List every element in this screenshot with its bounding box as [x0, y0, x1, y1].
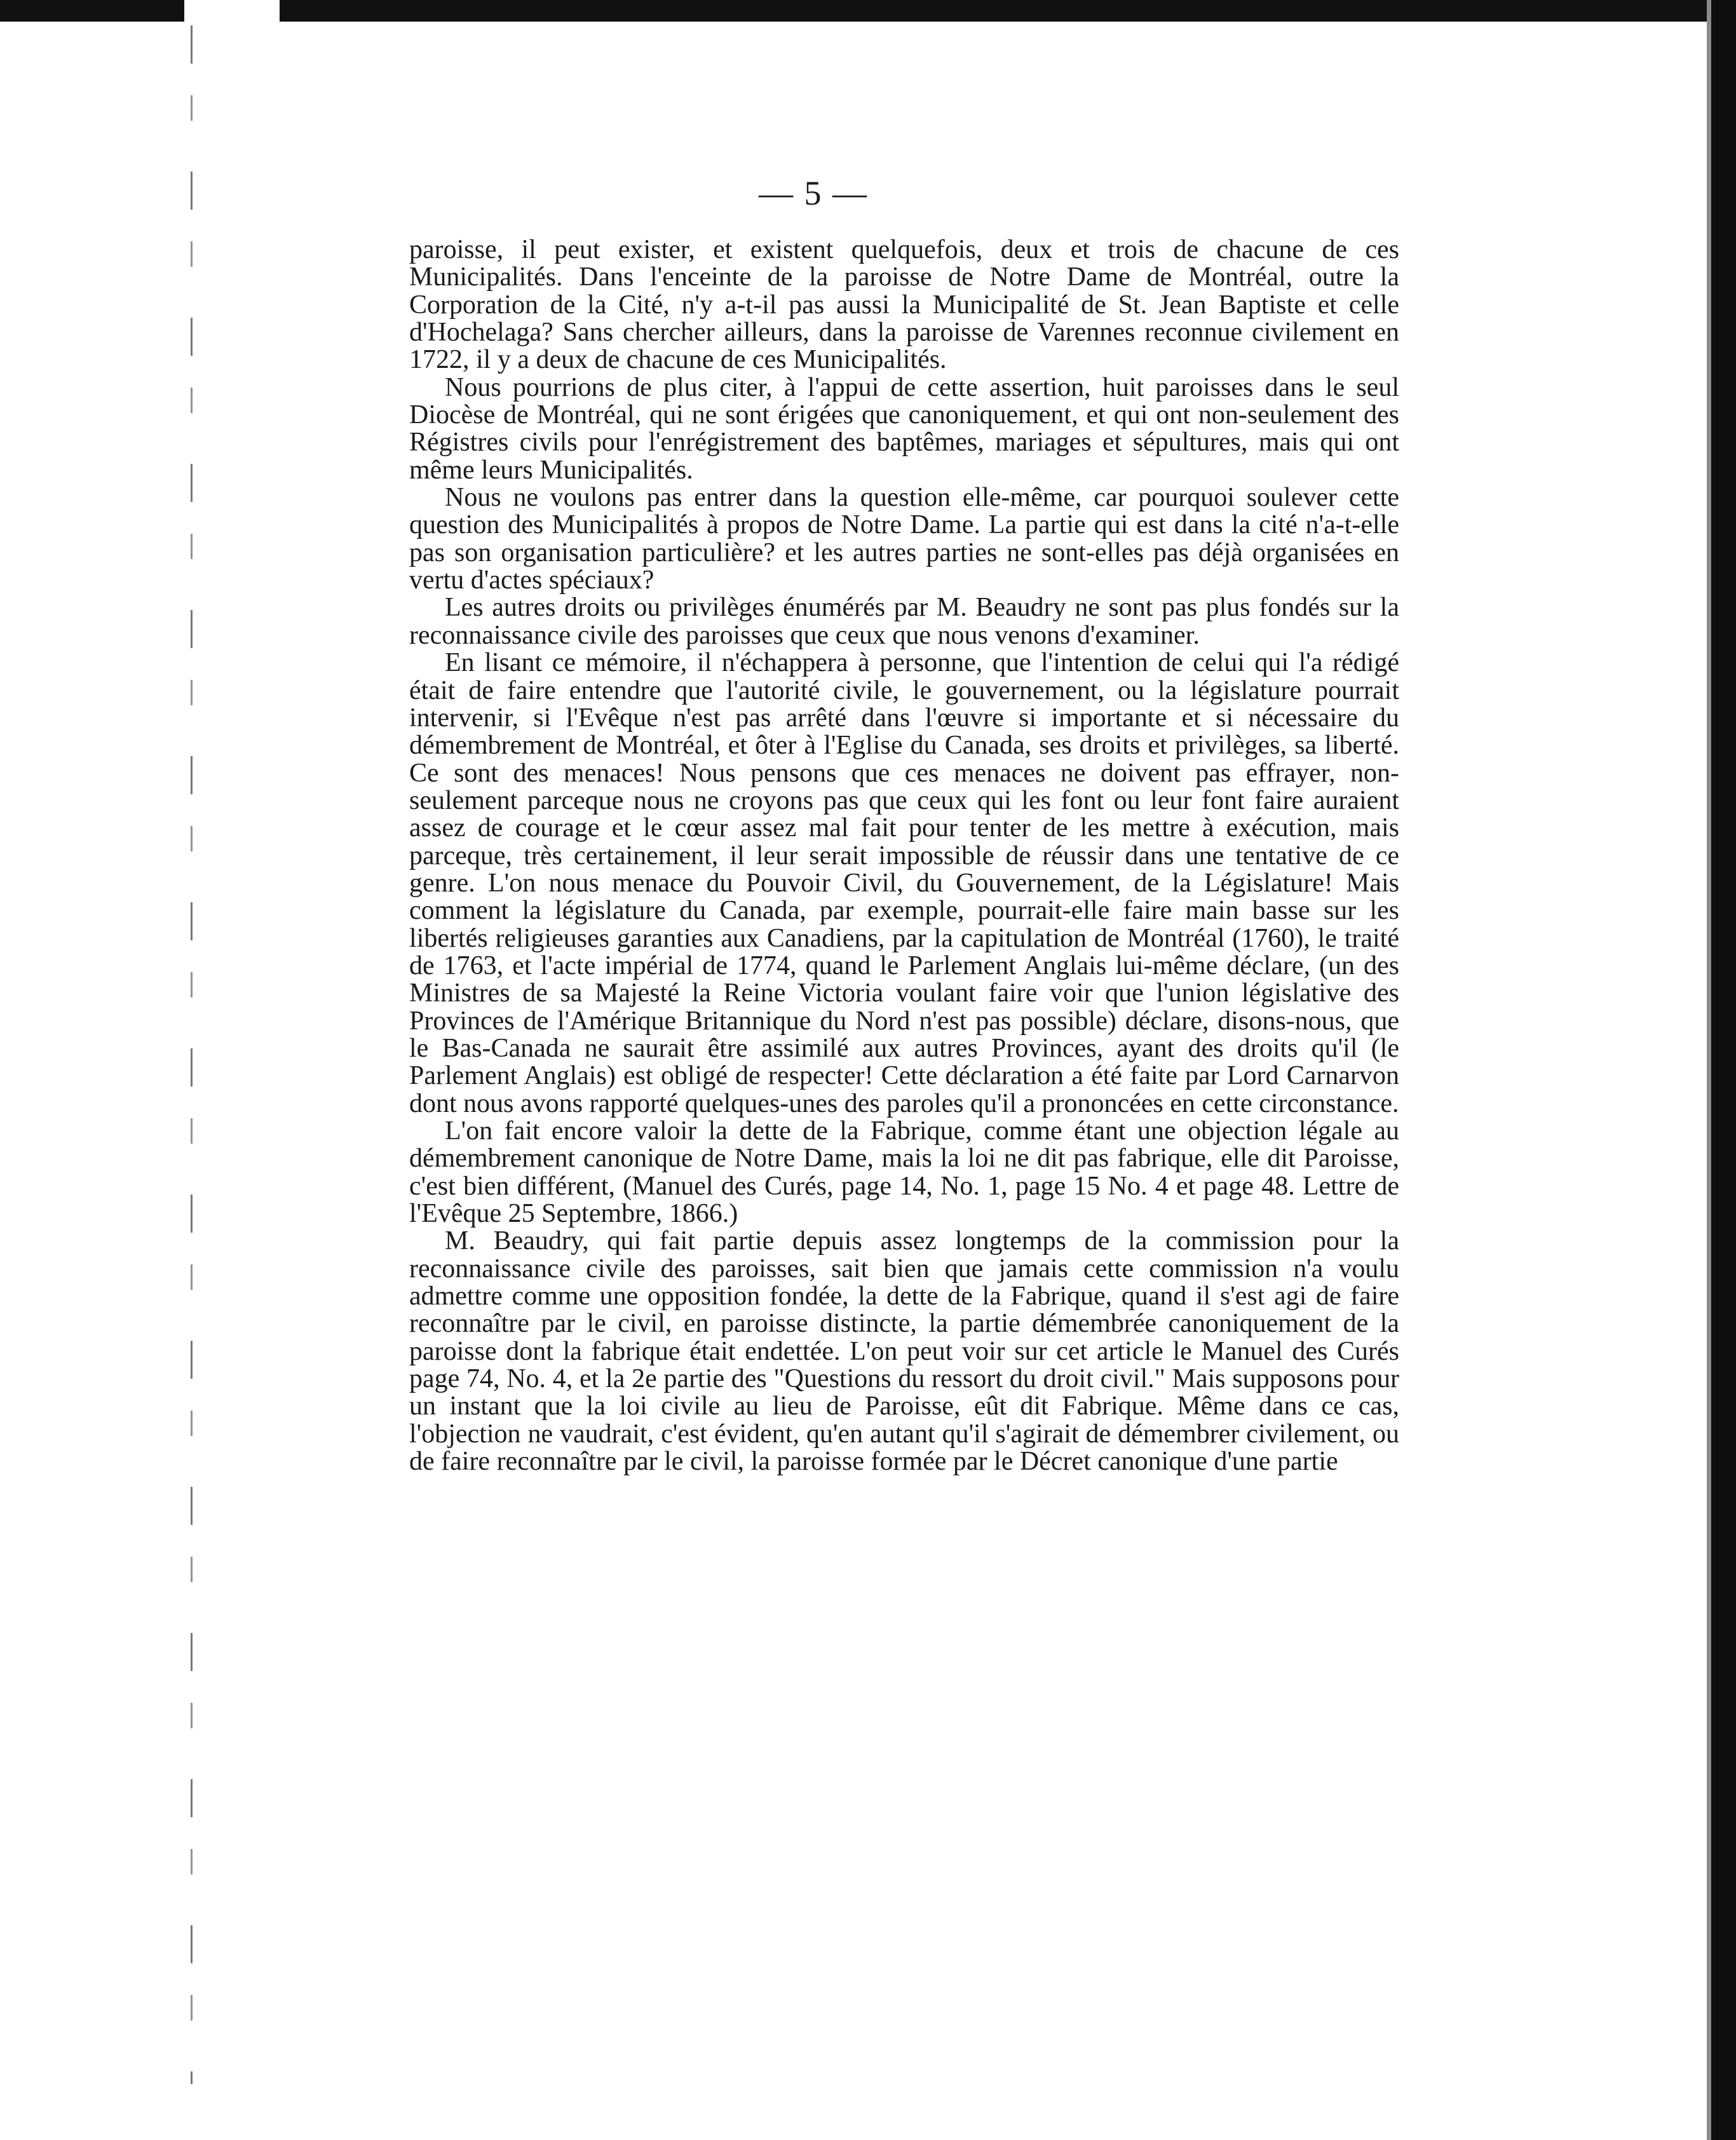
- paragraph-4: Les autres droits ou privilèges énumérés par M. Beaudry ne sont pas plus fondés sur la reconnaissance civile des paroisses que ceux que nous venons d'examiner.: [409, 593, 1399, 650]
- scan-right-shadow: [1707, 0, 1711, 2140]
- binding-edge-marks: [191, 25, 193, 2084]
- paragraph-3: Nous ne voulons pas entrer dans la question elle-même, car pourquoi soulever cette question des Municipalités à propos de Notre Dame. La partie qui est dans la cité n'a-t-elle pas son organisation particulière? et les autres parties ne sont-elles pas déjà organisées en vertu d'actes spéciaux?: [409, 483, 1399, 595]
- scan-top-border: [0, 0, 1736, 22]
- paragraph-5: En lisant ce mémoire, il n'échappera à personne, que l'intention de celui qui l'a rédigé était de faire entendre que l'autorité civile, le gouvernement, ou la législature pourrait intervenir, si l'Evêque n'est pas arrêté dans l'œuvre si importante et si nécessaire du démembrement de Montréal, et ôter à l'Eglise du Canada, ses droits et privilèges, sa liberté. Ce sont des menaces! Nous pensons que ces menaces ne doivent pas effrayer, non-seulement parceque nous ne croyons pas que ceux qui les font ou leur font faire auraient assez de courage et le cœur assez mal fait pour tenter de les mettre à exécution, mais parceque, très certainement, il leur serait impossible de réussir dans une tentative de ce genre. L'on nous menace du Pouvoir Civil, du Gouvernement, de la Législature! Mais comment la législature du Canada, par exemple, pourrait-elle faire main basse sur les libertés religieuses garanties aux Canadiens, par la capitulation de Montréal (1760), le traité de 1763, et l'acte impérial de 1774, quand le Parlement Anglais lui-même déclare, (un des Ministres de sa Majesté la Reine Victoria voulant faire voir que l'union législative des Provinces de l'Amérique Britannique du Nord n'est pas possible) déclare, disons-nous, que le Bas-Canada ne saurait être assimilé aux autres Provinces, ayant des droits qu'il (le Parlement Anglais) est obligé de respecter! Cette déclaration a été faite par Lord Carnarvon dont nous avons rapporté quelques-unes des paroles qu'il a prononcées en cette circonstance.: [409, 648, 1399, 1118]
- paragraph-7: M. Beaudry, qui fait partie depuis assez longtemps de la commission pour la reconnaissance civile des paroisses, sait bien que jamais cette commission n'a voulu admettre comme une opposition fondée, la dette de la Fabrique, quand il s'est agi de faire reconnaître par le civil, en paroisse distincte, la partie démembrée canoniquement de la paroisse dont la fabrique était endettée. L'on peut voir sur cet article le Manuel des Curés page 74, No. 4, et la 2e partie des "Questions du ressort du droit civil." Mais supposons pour un instant que la loi civile au lieu de Paroisse, eût dit Fabrique. Même dans ce cas, l'objection ne vaudrait, c'est évident, qu'en autant qu'il s'agirait de démembrer civilement, ou de faire reconnaître par le civil, la paroisse formée par le Décret canonique d'une partie: [409, 1226, 1399, 1477]
- scan-top-gap: [184, 0, 280, 22]
- paragraph-6: L'on fait encore valoir la dette de la Fabrique, comme étant une objection légale au démembrement canonique de Notre Dame, mais la loi ne dit pas fabrique, elle dit Paroisse, c'est bien différent, (Manuel des Curés, page 14, No. 1, page 15 No. 4 et page 48. Lettre de l'Evêque 25 Septembre, 1866.): [409, 1116, 1399, 1229]
- page-number: — 5 —: [759, 174, 868, 212]
- paragraph-2: Nous pourrions de plus citer, à l'appui de cette assertion, huit paroisses dans le seul Diocèse de Montréal, qui ne sont érigées que canoniquement, et qui ont non-seulement des Régistres civils pour l'enrégistrement des baptêmes, mariages et sépultures, mais qui ont même leurs Municipalités.: [409, 372, 1399, 485]
- body-text: [409, 236, 1399, 1882]
- scan-right-border: [1707, 0, 1736, 2140]
- paragraph-1: paroisse, il peut exister, et existent quelquefois, deux et trois de chacune de ces Municipalités. Dans l'enceinte de la paroisse de Notre Dame de Montréal, outre la Corporation de la Cité, n'y a-t-il pas aussi la Municipalité de St. Jean Baptiste et celle d'Hochelaga? Sans chercher ailleurs, dans la paroisse de Varennes reconnue civilement en 1722, il y a deux de chacune de ces Municipalités.: [409, 235, 1399, 375]
